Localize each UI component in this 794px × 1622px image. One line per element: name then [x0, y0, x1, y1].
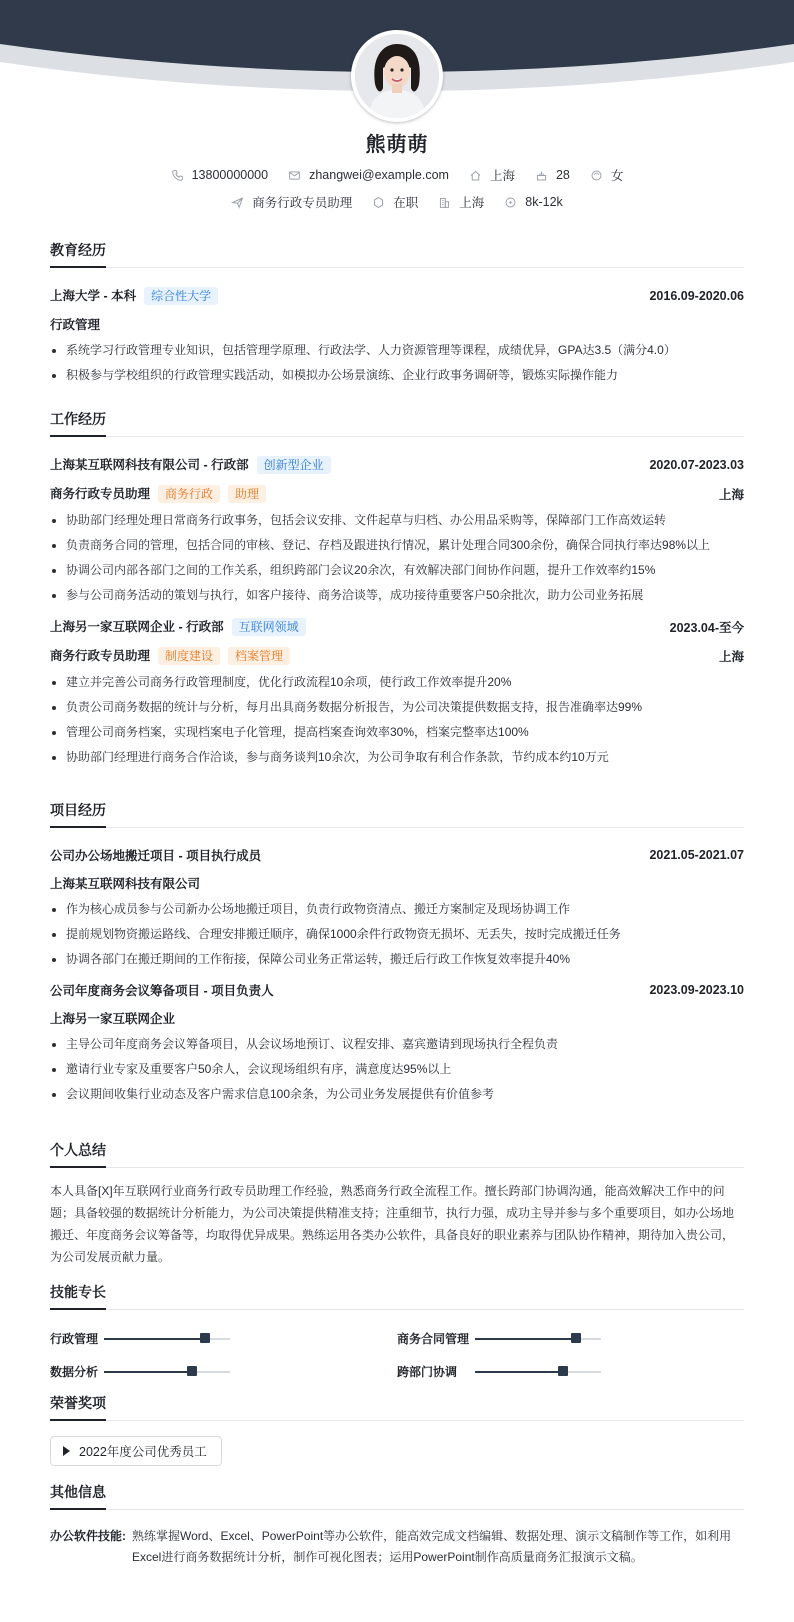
list-item: 协调各部门在搬迁期间的工作衔接，保障公司业务正常运转，搬迁后行政工作恢复效率提升40%	[50, 947, 744, 972]
list-item: 积极参与学校组织的行政管理实践活动，如模拟办公场景演练、企业行政事务调研等，锻炼实际操作能力	[50, 363, 744, 388]
role-tag: 档案管理	[228, 647, 290, 665]
skill-level-fill	[475, 1371, 563, 1373]
awards-list	[50, 1436, 744, 1466]
skill-name: 行政管理	[50, 1332, 99, 1346]
work-company-row	[50, 455, 744, 474]
list-item: 负责商务合同的管理，包括合同的审核、登记、存档及跟进执行情况，累计处理合同300余份，确保合同执行率达98%以上	[50, 533, 744, 558]
work-city: 上海	[718, 487, 744, 502]
section-title: 工作经历	[50, 409, 744, 437]
school-tag: 综合性大学	[144, 287, 218, 305]
other-section	[50, 1482, 744, 1568]
work-bullets	[50, 508, 744, 608]
salary-icon	[504, 196, 517, 209]
list-item: 协调公司内部各部门之间的工作关系，组织跨部门会议20余次，有效解决部门间协作问题，提升工作效率约15%	[50, 558, 744, 583]
contact-info-row	[0, 166, 794, 184]
work-role-row	[50, 484, 744, 503]
work-city: 上海	[718, 649, 744, 664]
job-info-row	[0, 193, 794, 211]
role-tag: 助理	[228, 485, 266, 503]
salary-item	[504, 195, 563, 209]
send-icon	[231, 196, 244, 209]
list-item: 参与公司商务活动的策划与执行，如客户接待、商务洽谈等，成功接待重要客户50余批次，助力公司业务拓展	[50, 583, 744, 608]
company-name: 上海某互联网科技有限公司 - 行政部	[50, 458, 249, 472]
project-org-row	[50, 874, 744, 892]
section-title: 项目经历	[50, 800, 744, 828]
project-bullets	[50, 1032, 744, 1107]
role-name: 商务行政专员助理	[50, 487, 151, 501]
awards-section	[50, 1393, 744, 1466]
skill-level-fill	[104, 1371, 192, 1373]
list-item: 管理公司商务档案，实现档案电子化管理，提高档案查询效率30%，档案完整率达100%	[50, 720, 744, 745]
skill-item	[397, 1355, 744, 1388]
skill-item	[50, 1322, 397, 1355]
other-key: 办公软件技能:	[50, 1529, 126, 1543]
mail-icon	[288, 169, 301, 182]
company-tag: 创新型企业	[257, 456, 331, 474]
section-title: 教育经历	[50, 240, 744, 268]
salary-text: 8k-12k	[525, 195, 563, 209]
email-item	[288, 168, 449, 182]
target-city-item	[438, 193, 484, 211]
skill-level-bar	[475, 1338, 601, 1340]
project-org: 上海另一家互联网企业	[50, 1012, 176, 1026]
list-item: 主导公司年度商务会议筹备项目，从会议场地预订、议程安排、嘉宾邀请到现场执行全程负责	[50, 1032, 744, 1057]
skill-level-knob	[187, 1366, 197, 1376]
education-header	[50, 286, 744, 305]
work-company-row	[50, 617, 744, 636]
list-item: 协助部门经理进行商务合作洽谈，参与商务谈判10余次，为公司争取有利合作条款，节约成本约10万元	[50, 745, 744, 770]
skill-level-knob	[571, 1333, 581, 1343]
status-item	[372, 193, 418, 211]
skill-name: 跨部门协调	[397, 1365, 458, 1379]
job-target-item	[231, 193, 352, 211]
skill-name: 商务合同管理	[397, 1332, 470, 1346]
section-title: 个人总结	[50, 1140, 744, 1168]
major-row	[50, 315, 744, 333]
skill-level-bar	[104, 1338, 230, 1340]
skill-item	[50, 1355, 397, 1388]
education-section	[50, 240, 744, 388]
other-item	[50, 1526, 744, 1568]
skill-level-fill	[475, 1338, 576, 1340]
status-text: 在职	[393, 196, 419, 210]
list-item: 邀请行业专家及重要客户50余人，会议现场组织有序，满意度达95%以上	[50, 1057, 744, 1082]
status-icon	[372, 196, 385, 209]
work-bullets	[50, 670, 744, 770]
skill-level-knob	[200, 1333, 210, 1343]
work-role-row	[50, 646, 744, 665]
project-bullets	[50, 897, 744, 972]
work-section	[50, 409, 744, 770]
role-tag: 商务行政	[158, 485, 220, 503]
education-date: 2016.09-2020.06	[649, 288, 744, 303]
skill-level-bar	[475, 1371, 601, 1373]
project-org-row	[50, 1009, 744, 1027]
work-date: 2020.07-2023.03	[649, 457, 744, 472]
list-item: 提前规划物资搬运路线、合理安排搬迁顺序，确保1000余件行政物资无损坏、无丢失，按时完成搬迁任务	[50, 922, 744, 947]
section-title: 技能专长	[50, 1282, 744, 1310]
role-tag: 制度建设	[158, 647, 220, 665]
building-icon	[438, 196, 451, 209]
other-value: 熟练掌握Word、Excel、PowerPoint等办公软件，能高效完成文档编辑、数据处理、演示文稿制作等工作，如利用Excel进行商务数据统计分析，制作可视化图表；运用PowerPoint制作高质量商务汇报演示文稿。	[132, 1529, 732, 1564]
list-item: 负责公司商务数据的统计与分析，每月出具商务数据分析报告，为公司决策提供数据支持，报告准确率达99%	[50, 695, 744, 720]
project-title-row	[50, 846, 744, 864]
project-date: 2021.05-2021.07	[649, 848, 744, 862]
section-title: 荣誉奖项	[50, 1393, 744, 1421]
skills-section	[50, 1282, 744, 1388]
list-item: 会议期间收集行业动态及客户需求信息100余条，为公司业务发展提供有价值参考	[50, 1082, 744, 1107]
home-icon	[469, 169, 482, 182]
summary-section	[50, 1140, 744, 1268]
company-tag: 互联网领域	[232, 618, 306, 636]
age-item	[535, 168, 570, 182]
skill-level-fill	[104, 1338, 205, 1340]
age-text: 28	[555, 168, 570, 182]
list-item: 建立并完善公司商务行政管理制度，优化行政流程10余项，使行政工作效率提升20%	[50, 670, 744, 695]
phone-item	[171, 168, 268, 182]
award-label: 2022年度公司优秀员工	[79, 1445, 207, 1459]
candidate-name: 熊萌萌	[365, 134, 429, 156]
target-city-text: 上海	[459, 196, 485, 210]
play-icon	[63, 1446, 70, 1456]
award-item[interactable]	[50, 1436, 222, 1466]
section-title: 其他信息	[50, 1482, 744, 1510]
phone-icon	[171, 169, 184, 182]
skill-level-bar	[104, 1371, 230, 1373]
cake-icon	[535, 169, 548, 182]
work-date: 2023.04-至今	[669, 620, 744, 635]
role-name: 商务行政专员助理	[50, 649, 151, 663]
location-text: 上海	[489, 169, 515, 183]
skill-name: 数据分析	[50, 1365, 99, 1379]
project-org: 上海某互联网科技有限公司	[50, 877, 201, 891]
education-bullets	[50, 338, 744, 388]
major-name: 行政管理	[50, 318, 101, 332]
project-section	[50, 800, 744, 1107]
company-name: 上海另一家互联网企业 - 行政部	[50, 620, 224, 634]
email-text: zhangwei@example.com	[309, 168, 449, 182]
list-item: 协助部门经理处理日常商务行政事务，包括会议安排、文件起草与归档、办公用品采购等，保障部门工作高效运转	[50, 508, 744, 533]
project-date: 2023.09-2023.10	[649, 983, 744, 997]
location-item	[469, 166, 515, 184]
project-title: 公司年度商务会议筹备项目 - 项目负责人	[50, 984, 274, 998]
skill-level-knob	[558, 1366, 568, 1376]
skills-grid	[50, 1322, 744, 1388]
phone-text: 13800000000	[191, 168, 269, 182]
list-item: 作为核心成员参与公司新办公场地搬迁项目，负责行政物资清点、搬迁方案制定及现场协调工作	[50, 897, 744, 922]
summary-text: 本人具备[X]年互联网行业商务行政专员助理工作经验，熟悉商务行政全流程工作。擅长跨部门协调沟通，能高效解决工作中的问题；具备较强的数据统计分析能力，为公司决策提供精准支持；注重细节，执行力强，成功主导并参与多个重要项目，如办公场地搬迁、年度商务会议筹备等，均取得优异成果。熟练运用各类办公软件，具备良好的职业素养与团队协作精神，期待加入贵公司，为公司发展贡献力量。	[50, 1184, 735, 1264]
gender-text: 女	[610, 169, 624, 183]
skill-item	[397, 1322, 744, 1355]
avatar	[351, 30, 443, 122]
list-item: 系统学习行政管理专业知识，包括管理学原理、行政法学、人力资源管理等课程，成绩优异，GPA达3.5（满分4.0）	[50, 338, 744, 363]
gender-icon	[590, 169, 603, 182]
project-title: 公司办公场地搬迁项目 - 项目执行成员	[50, 849, 262, 863]
school-name: 上海大学 - 本科	[50, 289, 137, 303]
project-title-row	[50, 981, 744, 999]
gender-item	[590, 166, 624, 184]
job-target-text: 商务行政专员助理	[252, 196, 353, 210]
